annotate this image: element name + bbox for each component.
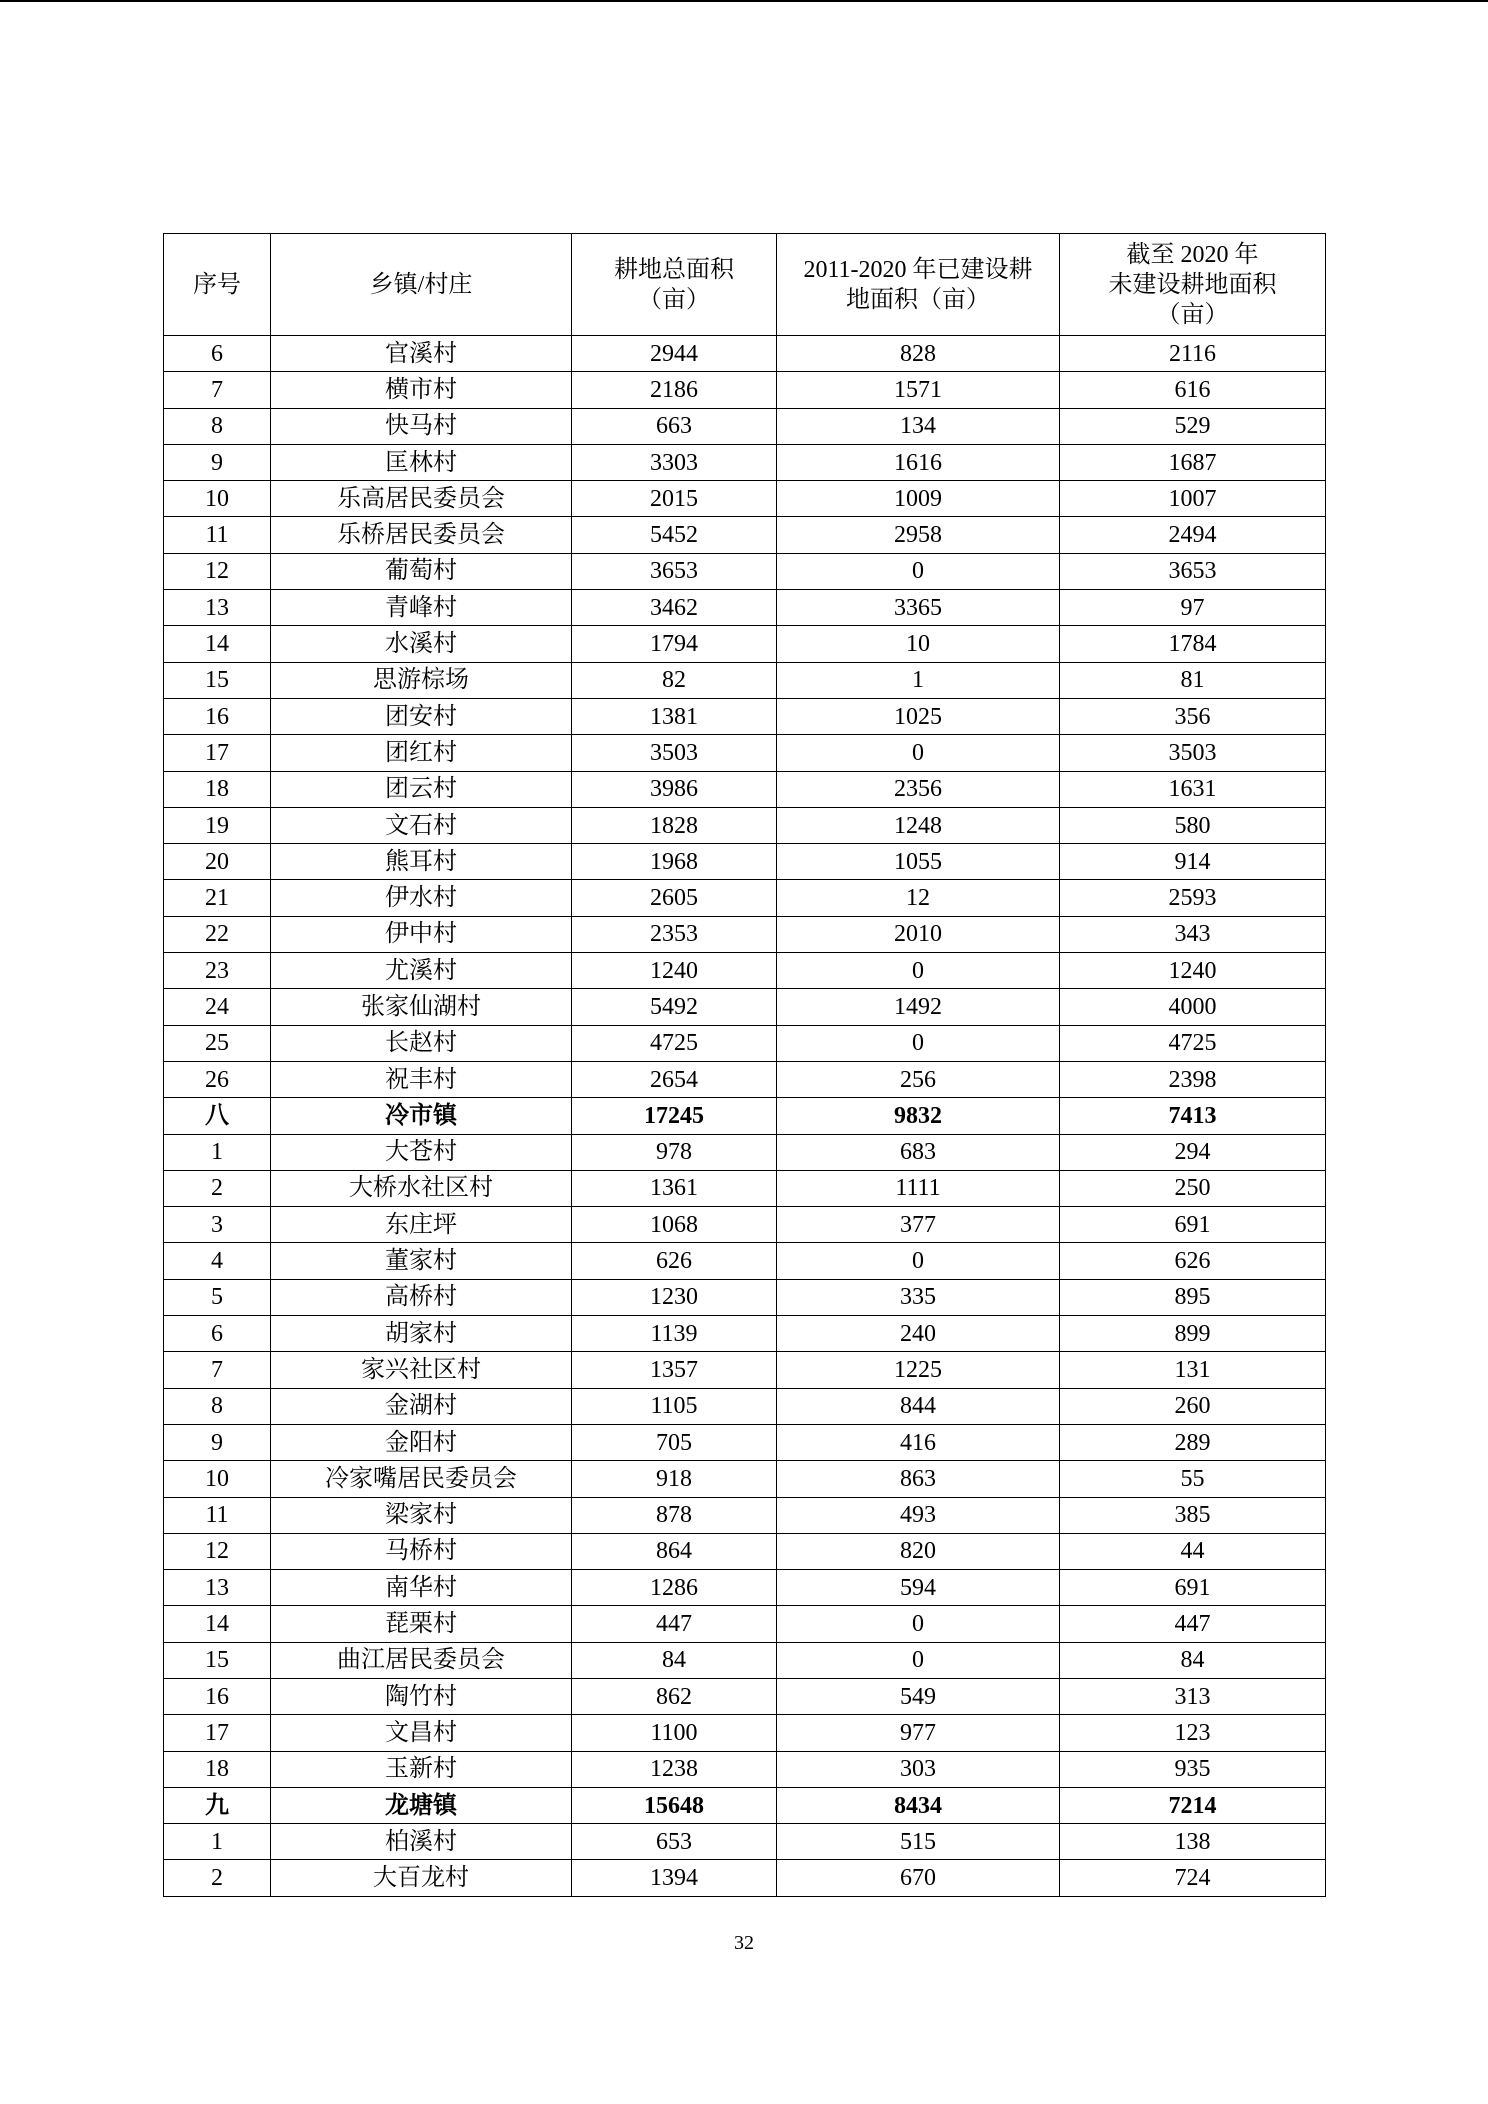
cell-unbuilt: 2116 (1060, 336, 1326, 372)
table-row (164, 698, 1326, 734)
cell-unbuilt: 7413 (1060, 1098, 1326, 1134)
cell-name: 玉新村 (271, 1751, 572, 1787)
cell-seq: 24 (164, 989, 271, 1025)
table-row (164, 916, 1326, 952)
cell-seq: 八 (164, 1098, 271, 1134)
cell-built: 1225 (777, 1352, 1060, 1388)
cell-unbuilt: 4725 (1060, 1025, 1326, 1061)
cell-name: 董家村 (271, 1243, 572, 1279)
header-name-label: 乡镇/村庄 (369, 271, 473, 298)
cell-built: 1492 (777, 989, 1060, 1025)
cell-total: 3503 (572, 735, 777, 771)
farmland-table-container (163, 233, 1325, 1897)
cell-unbuilt: 691 (1060, 1570, 1326, 1606)
cell-total: 2654 (572, 1061, 777, 1097)
table-row (164, 626, 1326, 662)
cell-seq: 17 (164, 735, 271, 771)
cell-name: 冷家嘴居民委员会 (271, 1461, 572, 1497)
cell-built: 12 (777, 880, 1060, 916)
cell-name: 文昌村 (271, 1715, 572, 1751)
cell-built: 8434 (777, 1787, 1060, 1823)
table-row (164, 553, 1326, 589)
table-row (164, 771, 1326, 807)
cell-seq: 12 (164, 553, 271, 589)
cell-total: 1794 (572, 626, 777, 662)
cell-total: 2015 (572, 481, 777, 517)
cell-seq: 14 (164, 1606, 271, 1642)
cell-name: 长赵村 (271, 1025, 572, 1061)
cell-unbuilt: 7214 (1060, 1787, 1326, 1823)
cell-seq: 17 (164, 1715, 271, 1751)
cell-seq: 15 (164, 662, 271, 698)
cell-name: 乐高居民委员会 (271, 481, 572, 517)
cell-total: 626 (572, 1243, 777, 1279)
cell-total: 1105 (572, 1388, 777, 1424)
cell-name: 大桥水社区村 (271, 1170, 572, 1206)
cell-built: 0 (777, 1025, 1060, 1061)
cell-total: 1230 (572, 1279, 777, 1315)
table-row (164, 1751, 1326, 1787)
table-row (164, 481, 1326, 517)
cell-built: 256 (777, 1061, 1060, 1097)
cell-name: 官溪村 (271, 336, 572, 372)
cell-total: 3462 (572, 590, 777, 626)
cell-seq: 23 (164, 953, 271, 989)
cell-unbuilt: 914 (1060, 844, 1326, 880)
cell-unbuilt: 529 (1060, 408, 1326, 444)
table-row (164, 1461, 1326, 1497)
cell-built: 0 (777, 1243, 1060, 1279)
cell-unbuilt: 1240 (1060, 953, 1326, 989)
cell-name: 快马村 (271, 408, 572, 444)
cell-name: 陶竹村 (271, 1678, 572, 1714)
cell-unbuilt: 935 (1060, 1751, 1326, 1787)
table-row (164, 953, 1326, 989)
header-total (572, 234, 777, 336)
cell-seq: 10 (164, 481, 271, 517)
page-top-rule (0, 0, 1488, 2)
header-row (164, 234, 1326, 336)
table-row (164, 1207, 1326, 1243)
cell-total: 1238 (572, 1751, 777, 1787)
cell-total: 5492 (572, 989, 777, 1025)
table-row (164, 336, 1326, 372)
cell-seq: 7 (164, 1352, 271, 1388)
cell-unbuilt: 294 (1060, 1134, 1326, 1170)
cell-built: 1571 (777, 372, 1060, 408)
cell-built: 2958 (777, 517, 1060, 553)
cell-total: 1100 (572, 1715, 777, 1751)
cell-name: 家兴社区村 (271, 1352, 572, 1388)
cell-unbuilt: 1687 (1060, 444, 1326, 480)
cell-seq: 九 (164, 1787, 271, 1823)
cell-name: 张家仙湖村 (271, 989, 572, 1025)
cell-built: 1616 (777, 444, 1060, 480)
cell-total: 1381 (572, 698, 777, 734)
cell-unbuilt: 1784 (1060, 626, 1326, 662)
cell-name: 团云村 (271, 771, 572, 807)
cell-built: 335 (777, 1279, 1060, 1315)
cell-built: 134 (777, 408, 1060, 444)
cell-unbuilt: 899 (1060, 1316, 1326, 1352)
table-row (164, 1715, 1326, 1751)
cell-total: 17245 (572, 1098, 777, 1134)
cell-unbuilt: 356 (1060, 698, 1326, 734)
table-row (164, 1424, 1326, 1460)
cell-unbuilt: 260 (1060, 1388, 1326, 1424)
cell-built: 683 (777, 1134, 1060, 1170)
header-unbuilt (1060, 234, 1326, 336)
cell-built: 416 (777, 1424, 1060, 1460)
cell-total: 705 (572, 1424, 777, 1460)
cell-total: 3653 (572, 553, 777, 589)
cell-total: 663 (572, 408, 777, 444)
cell-name: 金湖村 (271, 1388, 572, 1424)
town-subtotal-row (164, 1787, 1326, 1823)
cell-total: 2353 (572, 916, 777, 952)
table-row (164, 1860, 1326, 1896)
cell-unbuilt: 895 (1060, 1279, 1326, 1315)
cell-built: 1248 (777, 807, 1060, 843)
cell-built: 2356 (777, 771, 1060, 807)
cell-name: 团安村 (271, 698, 572, 734)
cell-total: 1357 (572, 1352, 777, 1388)
cell-total: 2605 (572, 880, 777, 916)
cell-seq: 18 (164, 1751, 271, 1787)
cell-seq: 1 (164, 1134, 271, 1170)
table-row (164, 989, 1326, 1025)
header-seq (164, 234, 271, 336)
cell-unbuilt: 616 (1060, 372, 1326, 408)
table-row (164, 880, 1326, 916)
page-number: 32 (734, 1932, 754, 1954)
cell-unbuilt: 97 (1060, 590, 1326, 626)
table-row (164, 444, 1326, 480)
cell-name: 马桥村 (271, 1533, 572, 1569)
table-row (164, 1570, 1326, 1606)
cell-total: 5452 (572, 517, 777, 553)
table-row (164, 1352, 1326, 1388)
cell-total: 84 (572, 1642, 777, 1678)
header-unbuilt-line3: （亩） (1156, 301, 1229, 328)
cell-name: 大苍村 (271, 1134, 572, 1170)
cell-built: 1111 (777, 1170, 1060, 1206)
cell-name: 南华村 (271, 1570, 572, 1606)
table-row (164, 1824, 1326, 1860)
cell-name: 熊耳村 (271, 844, 572, 880)
cell-seq: 4 (164, 1243, 271, 1279)
cell-unbuilt: 2593 (1060, 880, 1326, 916)
cell-unbuilt: 691 (1060, 1207, 1326, 1243)
cell-seq: 2 (164, 1860, 271, 1896)
header-total-line1: 耕地总面积 (614, 256, 734, 283)
cell-total: 3303 (572, 444, 777, 480)
cell-name: 胡家村 (271, 1316, 572, 1352)
cell-total: 2944 (572, 336, 777, 372)
cell-unbuilt: 55 (1060, 1461, 1326, 1497)
cell-name: 横市村 (271, 372, 572, 408)
cell-unbuilt: 343 (1060, 916, 1326, 952)
cell-seq: 1 (164, 1824, 271, 1860)
cell-name: 东庄坪 (271, 1207, 572, 1243)
cell-unbuilt: 1007 (1060, 481, 1326, 517)
table-row (164, 590, 1326, 626)
cell-built: 377 (777, 1207, 1060, 1243)
cell-seq: 6 (164, 1316, 271, 1352)
cell-seq: 16 (164, 698, 271, 734)
cell-total: 2186 (572, 372, 777, 408)
cell-seq: 16 (164, 1678, 271, 1714)
cell-total: 4725 (572, 1025, 777, 1061)
cell-seq: 6 (164, 336, 271, 372)
table-body (164, 336, 1326, 1897)
cell-built: 820 (777, 1533, 1060, 1569)
cell-unbuilt: 84 (1060, 1642, 1326, 1678)
cell-unbuilt: 385 (1060, 1497, 1326, 1533)
header-seq-label: 序号 (193, 271, 241, 298)
cell-name: 琵栗村 (271, 1606, 572, 1642)
header-built-line2: 地面积（亩） (846, 286, 990, 313)
cell-seq: 5 (164, 1279, 271, 1315)
cell-total: 1361 (572, 1170, 777, 1206)
table-row (164, 1061, 1326, 1097)
table-row (164, 1388, 1326, 1424)
cell-built: 9832 (777, 1098, 1060, 1134)
cell-seq: 8 (164, 1388, 271, 1424)
table-row (164, 1134, 1326, 1170)
cell-name: 尤溪村 (271, 953, 572, 989)
cell-seq: 9 (164, 1424, 271, 1460)
cell-name: 团红村 (271, 735, 572, 771)
cell-name: 祝丰村 (271, 1061, 572, 1097)
cell-unbuilt: 289 (1060, 1424, 1326, 1460)
cell-unbuilt: 3503 (1060, 735, 1326, 771)
cell-unbuilt: 4000 (1060, 989, 1326, 1025)
cell-name: 金阳村 (271, 1424, 572, 1460)
cell-built: 977 (777, 1715, 1060, 1751)
cell-seq: 11 (164, 1497, 271, 1533)
cell-built: 844 (777, 1388, 1060, 1424)
cell-unbuilt: 131 (1060, 1352, 1326, 1388)
cell-name: 思游棕场 (271, 662, 572, 698)
cell-built: 1025 (777, 698, 1060, 734)
cell-seq: 21 (164, 880, 271, 916)
cell-total: 82 (572, 662, 777, 698)
table-row (164, 807, 1326, 843)
cell-built: 10 (777, 626, 1060, 662)
cell-built: 0 (777, 1606, 1060, 1642)
table-row (164, 517, 1326, 553)
table-row (164, 1316, 1326, 1352)
cell-seq: 9 (164, 444, 271, 480)
cell-total: 1139 (572, 1316, 777, 1352)
cell-total: 978 (572, 1134, 777, 1170)
farmland-table (163, 233, 1326, 1897)
cell-unbuilt: 81 (1060, 662, 1326, 698)
cell-built: 1055 (777, 844, 1060, 880)
cell-seq: 26 (164, 1061, 271, 1097)
cell-unbuilt: 724 (1060, 1860, 1326, 1896)
cell-built: 0 (777, 553, 1060, 589)
cell-name: 青峰村 (271, 590, 572, 626)
cell-total: 862 (572, 1678, 777, 1714)
town-subtotal-row (164, 1098, 1326, 1134)
cell-name: 伊中村 (271, 916, 572, 952)
cell-built: 0 (777, 735, 1060, 771)
cell-built: 1009 (777, 481, 1060, 517)
table-row (164, 1025, 1326, 1061)
cell-total: 1068 (572, 1207, 777, 1243)
cell-seq: 18 (164, 771, 271, 807)
table-row (164, 1533, 1326, 1569)
cell-name: 文石村 (271, 807, 572, 843)
cell-unbuilt: 2494 (1060, 517, 1326, 553)
cell-built: 0 (777, 1642, 1060, 1678)
cell-name: 龙塘镇 (271, 1787, 572, 1823)
cell-total: 864 (572, 1533, 777, 1569)
cell-name: 冷市镇 (271, 1098, 572, 1134)
cell-seq: 12 (164, 1533, 271, 1569)
cell-unbuilt: 1631 (1060, 771, 1326, 807)
cell-total: 1240 (572, 953, 777, 989)
cell-built: 515 (777, 1824, 1060, 1860)
cell-seq: 13 (164, 590, 271, 626)
cell-built: 594 (777, 1570, 1060, 1606)
cell-total: 1286 (572, 1570, 777, 1606)
cell-name: 梁家村 (271, 1497, 572, 1533)
cell-built: 549 (777, 1678, 1060, 1714)
cell-unbuilt: 626 (1060, 1243, 1326, 1279)
cell-seq: 3 (164, 1207, 271, 1243)
cell-name: 柏溪村 (271, 1824, 572, 1860)
cell-total: 918 (572, 1461, 777, 1497)
cell-built: 0 (777, 953, 1060, 989)
cell-total: 3986 (572, 771, 777, 807)
cell-seq: 15 (164, 1642, 271, 1678)
header-built-line1: 2011-2020 年已建设耕 (803, 256, 1033, 283)
cell-built: 828 (777, 336, 1060, 372)
cell-built: 240 (777, 1316, 1060, 1352)
header-unbuilt-line1: 截至 2020 年 (1126, 241, 1259, 268)
table-row (164, 735, 1326, 771)
cell-unbuilt: 447 (1060, 1606, 1326, 1642)
cell-seq: 25 (164, 1025, 271, 1061)
cell-built: 670 (777, 1860, 1060, 1896)
cell-unbuilt: 580 (1060, 807, 1326, 843)
cell-unbuilt: 44 (1060, 1533, 1326, 1569)
cell-total: 1968 (572, 844, 777, 880)
header-built (777, 234, 1060, 336)
cell-unbuilt: 123 (1060, 1715, 1326, 1751)
cell-seq: 7 (164, 372, 271, 408)
cell-name: 伊水村 (271, 880, 572, 916)
cell-total: 878 (572, 1497, 777, 1533)
cell-unbuilt: 313 (1060, 1678, 1326, 1714)
table-row (164, 408, 1326, 444)
table-row (164, 372, 1326, 408)
cell-built: 2010 (777, 916, 1060, 952)
cell-name: 水溪村 (271, 626, 572, 662)
cell-seq: 19 (164, 807, 271, 843)
cell-built: 3365 (777, 590, 1060, 626)
cell-seq: 2 (164, 1170, 271, 1206)
cell-seq: 20 (164, 844, 271, 880)
cell-total: 653 (572, 1824, 777, 1860)
cell-name: 乐桥居民委员会 (271, 517, 572, 553)
cell-seq: 22 (164, 916, 271, 952)
cell-name: 曲江居民委员会 (271, 1642, 572, 1678)
table-row (164, 1279, 1326, 1315)
cell-seq: 10 (164, 1461, 271, 1497)
table-row (164, 844, 1326, 880)
cell-unbuilt: 138 (1060, 1824, 1326, 1860)
cell-built: 493 (777, 1497, 1060, 1533)
cell-seq: 11 (164, 517, 271, 553)
header-total-line2: （亩） (638, 286, 710, 313)
table-row (164, 1606, 1326, 1642)
cell-name: 匡林村 (271, 444, 572, 480)
cell-unbuilt: 3653 (1060, 553, 1326, 589)
table-row (164, 1243, 1326, 1279)
cell-unbuilt: 2398 (1060, 1061, 1326, 1097)
table-header (164, 234, 1326, 336)
cell-total: 1828 (572, 807, 777, 843)
cell-built: 863 (777, 1461, 1060, 1497)
table-row (164, 1642, 1326, 1678)
cell-seq: 14 (164, 626, 271, 662)
cell-total: 1394 (572, 1860, 777, 1896)
table-row (164, 662, 1326, 698)
cell-built: 1 (777, 662, 1060, 698)
cell-unbuilt: 250 (1060, 1170, 1326, 1206)
cell-total: 447 (572, 1606, 777, 1642)
cell-name: 大百龙村 (271, 1860, 572, 1896)
cell-seq: 8 (164, 408, 271, 444)
table-row (164, 1170, 1326, 1206)
cell-total: 15648 (572, 1787, 777, 1823)
cell-name: 高桥村 (271, 1279, 572, 1315)
cell-name: 葡萄村 (271, 553, 572, 589)
cell-built: 303 (777, 1751, 1060, 1787)
cell-seq: 13 (164, 1570, 271, 1606)
table-row (164, 1497, 1326, 1533)
header-unbuilt-line2: 未建设耕地面积 (1108, 271, 1277, 298)
table-row (164, 1678, 1326, 1714)
header-name (271, 234, 572, 336)
